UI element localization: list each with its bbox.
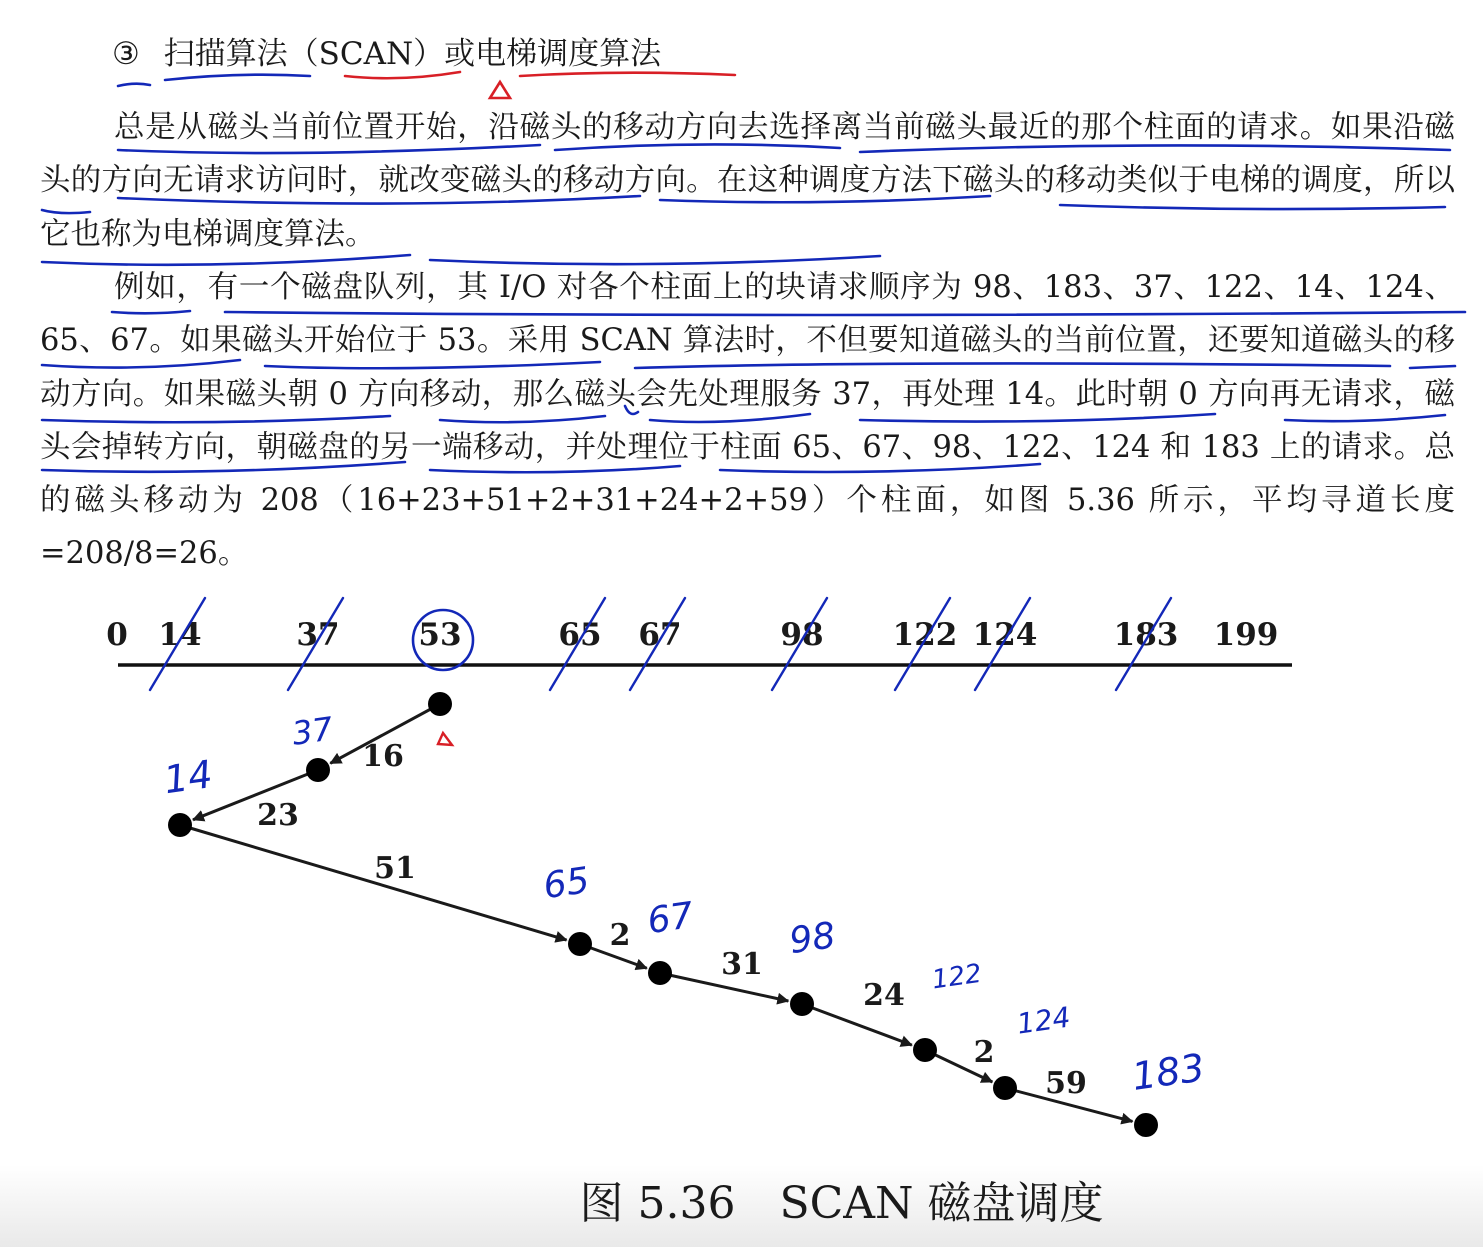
distance-label: 2 (609, 918, 631, 953)
handwritten-label: 65 (540, 860, 592, 908)
axis-tick-label: 98 (780, 617, 824, 653)
axis-tick-label: 199 (1213, 617, 1279, 653)
distance-label: 23 (257, 798, 299, 833)
axis-tick-label: 124 (972, 617, 1038, 653)
paragraph-definition: 总是从磁头当前位置开始，沿磁头的移动方向去选择离当前磁头最近的那个柱面的请求。如果沿磁头的方向无请求访问时，就改变磁头的移动方向。在这种调度方法下磁头的移动类似于电梯的调度，所以它也称为电梯调度算法。 (40, 110, 1455, 252)
handwritten-label: 183 (1129, 1045, 1208, 1099)
heading-text: 扫描算法（SCAN）或电梯调度算法 (163, 36, 662, 72)
request-point (568, 932, 592, 956)
axis-tick-label: 122 (892, 617, 958, 653)
axis-tick-label: 183 (1113, 617, 1179, 653)
request-point (648, 961, 672, 985)
heading-number: ③ (112, 36, 140, 72)
axis-tick-label: 14 (158, 617, 202, 653)
axis-tick-label: 65 (558, 617, 602, 653)
request-point (790, 992, 814, 1016)
start-marker-icon (438, 733, 452, 745)
handwritten-label: 37 (289, 709, 336, 753)
handwritten-label: 122 (930, 958, 984, 996)
request-point (168, 813, 192, 837)
distance-label: 51 (374, 851, 416, 886)
request-point (428, 692, 452, 716)
distance-label: 31 (721, 947, 763, 982)
handwritten-label: 124 (1014, 1000, 1073, 1041)
figure-caption: 图 5.36 SCAN 磁盘调度 (579, 1178, 1104, 1229)
handwritten-label: 14 (161, 751, 216, 803)
handwritten-label: 67 (644, 895, 696, 943)
paragraph-example: 例如，有一个磁盘队列，其 I/O 对各个柱面上的块请求顺序为 98、183、37、122、14、124、65、67。如果磁头开始位于 53。采用 SCAN 算法时，不但要知道磁头的当前位置，还要知道磁头的移动方向。如果磁头朝 0 方向移动，那么磁头会先处理服务 37，再处理 14。此时朝 0 方向再无请求，磁头会掉转方向，朝磁盘的另一端移动，并处理位于柱面 65、67、98、122、124 和 183 上的请求。总的磁头移动为 208（16+23+51+2+31+24+2+59）个柱面，如图 5.36 所示，平均寻道长度=208/8=26。 (40, 270, 1455, 572)
distance-label: 59 (1045, 1066, 1087, 1101)
handwritten-label: 98 (786, 915, 838, 963)
axis-tick-label: 53 (418, 617, 462, 653)
axis-tick-label: 67 (638, 617, 682, 653)
distance-label: 2 (973, 1035, 995, 1070)
distance-label: 24 (863, 978, 905, 1013)
request-point (993, 1076, 1017, 1100)
axis-tick-label: 37 (296, 617, 340, 653)
distance-label: 16 (362, 739, 404, 774)
axis-tick-label: 0 (106, 617, 128, 653)
request-point (306, 758, 330, 782)
request-point (913, 1038, 937, 1062)
request-point (1134, 1113, 1158, 1137)
